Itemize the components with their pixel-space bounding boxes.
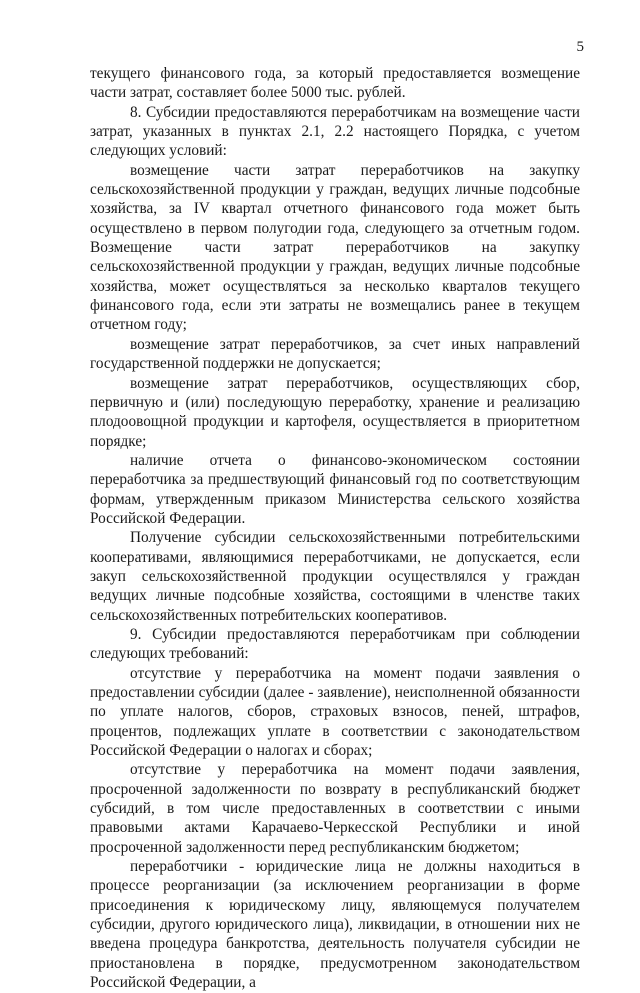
paragraph: отсутствие у переработчика на момент подачи заявления, просроченной задолженности по возврату в республиканский бюджет субсидий, в том числе предоставленных в соответствии с иными правовыми актами Карачаево-Черкесской Республики и иной просроченной задолженности перед республиканским бюджетом; <box>90 761 580 856</box>
paragraph: 9. Субсидии предоставляются переработчикам при соблюдении следующих требований: <box>90 625 580 663</box>
paragraph: текущего финансового года, за который предоставляется возмещение части затрат, составляет более 5000 тыс. рублей. <box>90 65 580 102</box>
paragraph: возмещение затрат переработчиков, осуществляющих сбор, первичную и (или) последующую переработку, хранение и реализацию плодоовощной продукции и картофеля, осуществляется в приоритетном порядке; <box>90 374 580 450</box>
paragraph: Получение субсидии сельскохозяйственными потребительскими кооперативами, являющимися переработчиками, не допускается, если закуп сельскохозяйственной продукции осуществлялся у граждан ведущих личные подсобные хозяйства, состоящими в членстве таких сельскохозяйственных потребительских кооперативов. <box>90 529 580 624</box>
paragraph: возмещение части затрат переработчиков на закупку сельскохозяйственной продукции у граждан, ведущих личные подсобные хозяйства, за IV квартал отчетного финансового года может быть осуществлено в первом полугодии года, следующего за отчетным годом. Возмещение части затрат переработчиков на закупку сельскохозяйственной продукции у граждан, ведущих личные подсобные хозяйства, может осуществляться за несколько кварталов текущего финансового года, если эти затраты не возмещались ранее в текущем отчетном году; <box>90 161 580 334</box>
paragraph: наличие отчета о финансово-экономическом состоянии переработчика за предшествующий финансовый год по соответствующим формам, утвержденным приказом Министерства сельского хозяйства Российской Федерации. <box>90 451 580 527</box>
paragraph: возмещение затрат переработчиков, за счет иных направлений государственной поддержки не допускается; <box>90 335 580 373</box>
paragraph: отсутствие у переработчика на момент подачи заявления о предоставлении субсидии (далее - заявление), неисполненной обязанности по уплате налогов, сборов, страховых взносов, пеней, штрафов, процентов, подлежащих уплате в соответствии с законодательством Российской Федерации о налогах и сборах; <box>90 664 580 760</box>
paragraph: 8. Субсидии предоставляются переработчикам на возмещение части затрат, указанных в пунктах 2.1, 2.2 настоящего Порядка, с учетом следующих условий: <box>90 103 580 160</box>
page-number: 5 <box>576 39 584 55</box>
document-body <box>90 64 580 993</box>
paragraph: переработчики - юридические лица не должны находиться в процессе реорганизации (за исключением реорганизации в форме присоединения к юридическому лицу, являющемуся получателем субсидии, другого юридического лица), ликвидации, в отношении них не введена процедура банкротства, деятельность получателя субсидии не приостановлена в порядке, предусмотренном законодательством Российской Федерации, а <box>90 858 580 992</box>
